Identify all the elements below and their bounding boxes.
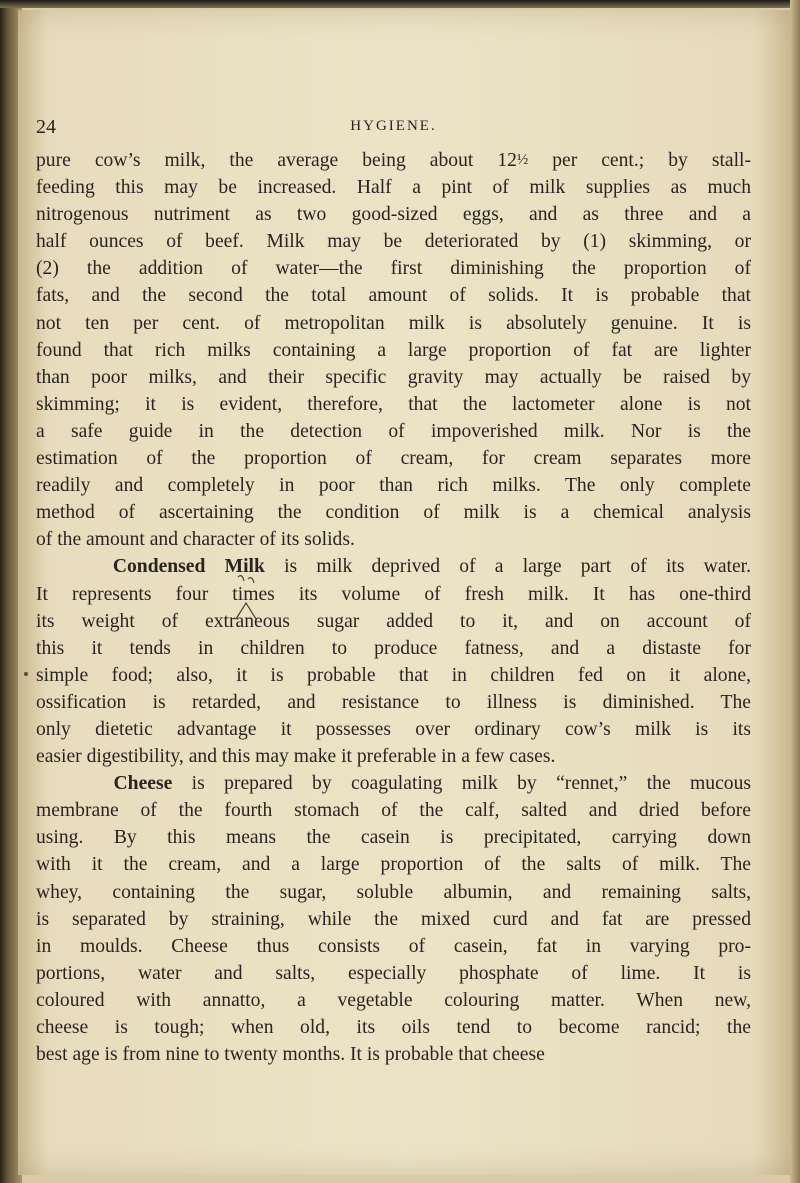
text-line: cheese is tough; when old, its oils tend to become rancid; the: [36, 1017, 751, 1038]
text-line: whey, containing the sugar, soluble albumin, and remaining salts,: [36, 881, 751, 903]
text-line: using. By this means the casein is precipitated, carrying down: [36, 827, 751, 849]
text-line: in moulds. Cheese thus consists of casein, fat in varying pro-: [36, 935, 751, 957]
right-page-edge: [790, 0, 800, 1183]
page-number: 24: [36, 116, 56, 138]
text-line: portions, water and salts, especially phosphate of lime. It is: [36, 962, 751, 984]
text-line: easier digestibility, and this may make it preferable in a few cases.: [36, 746, 556, 768]
text-line: (2) the addition of water—the first diminishing the proportion of: [36, 258, 751, 280]
text-line: half ounces of beef. Milk may be deteriorated by (1) skimming, or: [36, 231, 751, 253]
text-line: estimation of the proportion of cream, for cream separates more: [36, 448, 751, 470]
text-line: found that rich milks containing a large proportion of fat are lighter: [36, 339, 751, 361]
margin-speck: [24, 672, 28, 676]
fraction: ½: [516, 152, 529, 168]
text-line: [36, 770, 751, 797]
term-cheese: Cheese: [113, 773, 173, 795]
running-head: HYGIENE.: [350, 118, 437, 134]
text-line: this it tends in children to produce fatness, and a distaste for: [36, 637, 751, 659]
text-line: skimming; it is evident, therefore, that the lactometer alone is not: [36, 393, 751, 415]
text-line: only dietetic advantage it possesses over ordinary cow’s milk is its: [36, 718, 751, 740]
body-text: [36, 147, 751, 1068]
text-line: nitrogenous nutriment as two good-sized eggs, and as three and a: [36, 204, 751, 226]
term-condensed-milk: Condensed Milk: [112, 556, 265, 578]
text-line: its weight of extraneous sugar added to it, and on account of: [36, 610, 751, 632]
text-line: membrane of the fourth stomach of the calf, salted and dried before: [36, 800, 751, 822]
text-line: feeding this may be increased. Half a pint of milk supplies as much: [36, 177, 751, 199]
text-line: It represents four times its volume of fresh milk. It has one-third: [36, 583, 751, 605]
text-line: is separated by straining, while the mixed curd and fat are pressed: [36, 908, 751, 930]
text-line: [36, 553, 751, 580]
text-segment: pure cow’s milk, the average being about 12: [36, 150, 517, 171]
text-line: best age is from nine to twenty months. It is probable that cheese: [36, 1044, 545, 1066]
text-segment: per cent.; by stall-: [528, 150, 751, 171]
text-line: readily and completely in poor than rich milks. The only complete: [36, 475, 751, 497]
text-line: method of ascertaining the condition of milk is a chemical analysis: [36, 502, 751, 524]
text-line: with it the cream, and a large proportion of the salts of milk. The: [36, 854, 751, 876]
text-line: than poor milks, and their specific gravity may actually be raised by: [36, 366, 751, 388]
text-segment: is milk deprived of a large part of its water.: [264, 556, 751, 578]
top-page-edge: [0, 0, 800, 8]
text-line: ossification is retarded, and resistance to illness is diminished. The: [36, 691, 751, 713]
text-line: fats, and the second the total amount of solids. It is probable that: [36, 285, 751, 307]
page-header: [36, 116, 751, 140]
text-line: simple food; also, it is probable that in children fed on it alone,: [36, 664, 751, 686]
text-line: of the amount and character of its solids.: [36, 529, 355, 551]
text-segment: is prepared by coagulating milk by “rennet,” the mucous: [172, 773, 751, 795]
text-line: not ten per cent. of metropolitan milk is absolutely genuine. It is: [36, 312, 751, 334]
text-line: [36, 147, 751, 174]
text-line: a safe guide in the detection of impoverished milk. Nor is the: [36, 420, 751, 442]
text-line: coloured with annatto, a vegetable colouring matter. When new,: [36, 989, 751, 1011]
